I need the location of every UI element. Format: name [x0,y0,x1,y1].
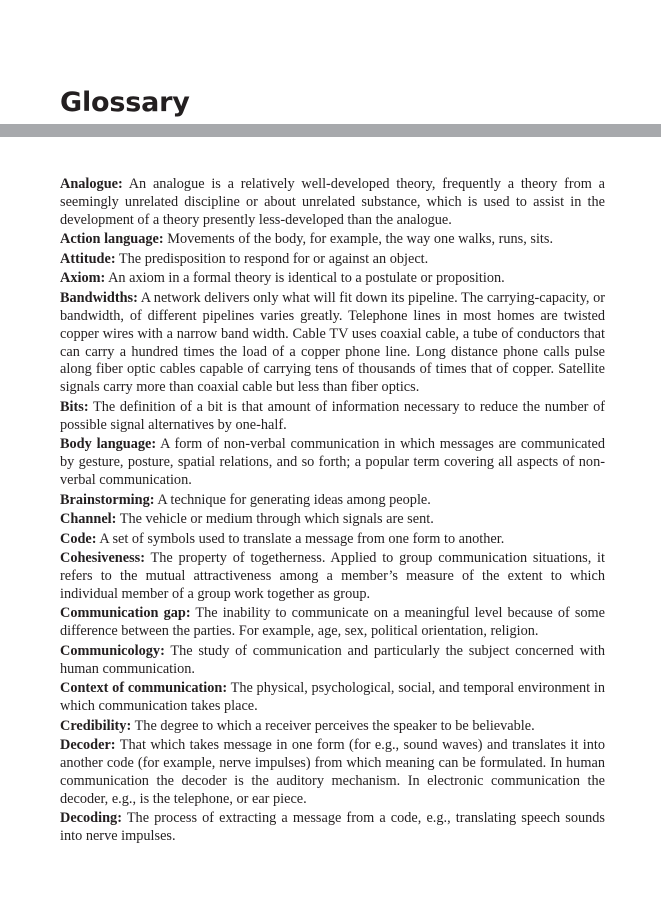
glossary-term: Bits: [60,398,89,415]
glossary-entry [60,643,605,679]
glossary-entry [60,290,605,397]
glossary-term: Action language: [60,231,164,248]
glossary-entry [60,399,605,435]
glossary-definition: An analogue is a relatively well-developed theory, frequently a theory from a seemingly unrelated discipline or about unrelated substance, which is used to assist in the development of a theory presently less-developed than the analogue. [60,176,605,228]
glossary-term: Analogue: [60,176,123,192]
glossary-entry [60,492,605,510]
glossary-entry [60,176,605,230]
glossary-definition: The inability to communicate on a meaningful level because of some difference between the parties. For example, age, sex, political orientation, religion. [60,605,606,640]
glossary-term: Cohesiveness: [60,550,145,567]
glossary-definition: The physical, psychological, social, and temporal environment in which communication takes place. [60,680,605,715]
glossary-entry [60,680,605,716]
glossary-definition: A network delivers only what will fit down its pipeline. The carrying-capacity, or bandwidth, of different pipelines varies greatly. Telephone lines in most homes are twisted copper wires with a narrow band width. Cable TV uses coaxial cable, a tube of conductors that can carry a hundred times the load of a copper phone line. Long distance phone calls pulse along fiber optic cables capable of carrying tens of thousands of times that of copper. Satellite signals carry more than coaxial cable but less than fiber optics. [60,289,605,396]
glossary-term: Communication gap: [60,605,191,622]
glossary-term: Communicology: [60,642,165,659]
glossary-entry [60,511,605,529]
title-rule [0,124,661,137]
glossary-term: Attitude: [60,250,116,267]
glossary-definition: The degree to which a receiver perceives the speaker to be believable. [134,717,535,734]
page-title: Glossary [60,87,190,118]
glossary-definition: A technique for generating ideas among people. [157,491,431,508]
glossary-entry [60,436,605,490]
glossary-term: Code: [60,530,97,547]
glossary-definition: That which takes message in one form (for e.g., sound waves) and translates it into another code (for example, nerve impulses) from which meaning can be formulated. In human communication the decoder is the auditory mechanism. In electronic communication the decoder, e.g., is the telephone, or ear piece. [60,737,605,807]
glossary-definition: Movements of the body, for example, the way one walks, runs, sits. [167,231,554,248]
glossary-term: Axiom: [60,270,106,287]
glossary-entry [60,605,605,641]
glossary-definition: The predisposition to respond for or against an object. [118,250,429,267]
glossary-entry [60,718,605,736]
glossary-entry [60,531,605,549]
glossary-definition: The process of extracting a message from a code, e.g., translating speech sounds into nerve impulses. [60,810,605,845]
glossary-entry [60,251,605,269]
glossary-term: Credibility: [60,717,132,734]
glossary-definition: The vehicle or medium through which signals are sent. [119,511,434,528]
glossary-term: Decoder: [60,737,116,754]
glossary-list [60,176,605,848]
glossary-definition: A set of symbols used to translate a message from one form to another. [99,530,505,547]
glossary-entry [60,270,605,288]
glossary-entry [60,550,605,604]
glossary-entry [60,231,605,249]
glossary-term: Channel: [60,511,117,528]
glossary-definition: The definition of a bit is that amount of information necessary to reduce the number of possible signal alternatives by one-half. [60,398,605,433]
glossary-definition: The property of togetherness. Applied to group communication situations, it refers to the mutual attractiveness among a member’s measure of the extent to which individual member of a group work together as group. [60,550,605,602]
glossary-entry [60,737,605,809]
glossary-term: Body language: [60,436,157,453]
glossary-term: Bandwidths: [60,289,138,306]
glossary-term: Context of communication: [60,680,228,697]
glossary-entry [60,810,605,846]
glossary-term: Brainstorming: [60,491,155,508]
glossary-definition: The study of communication and particularly the subject concerned with human communication. [60,642,605,677]
glossary-definition: A form of non-verbal communication in which messages are communicated by gesture, posture, spatial relations, and so forth; a popular term covering all aspects of non-verbal communication. [60,436,605,489]
glossary-definition: An axiom in a formal theory is identical to a postulate or proposition. [108,270,505,287]
glossary-term: Decoding: [60,810,122,827]
